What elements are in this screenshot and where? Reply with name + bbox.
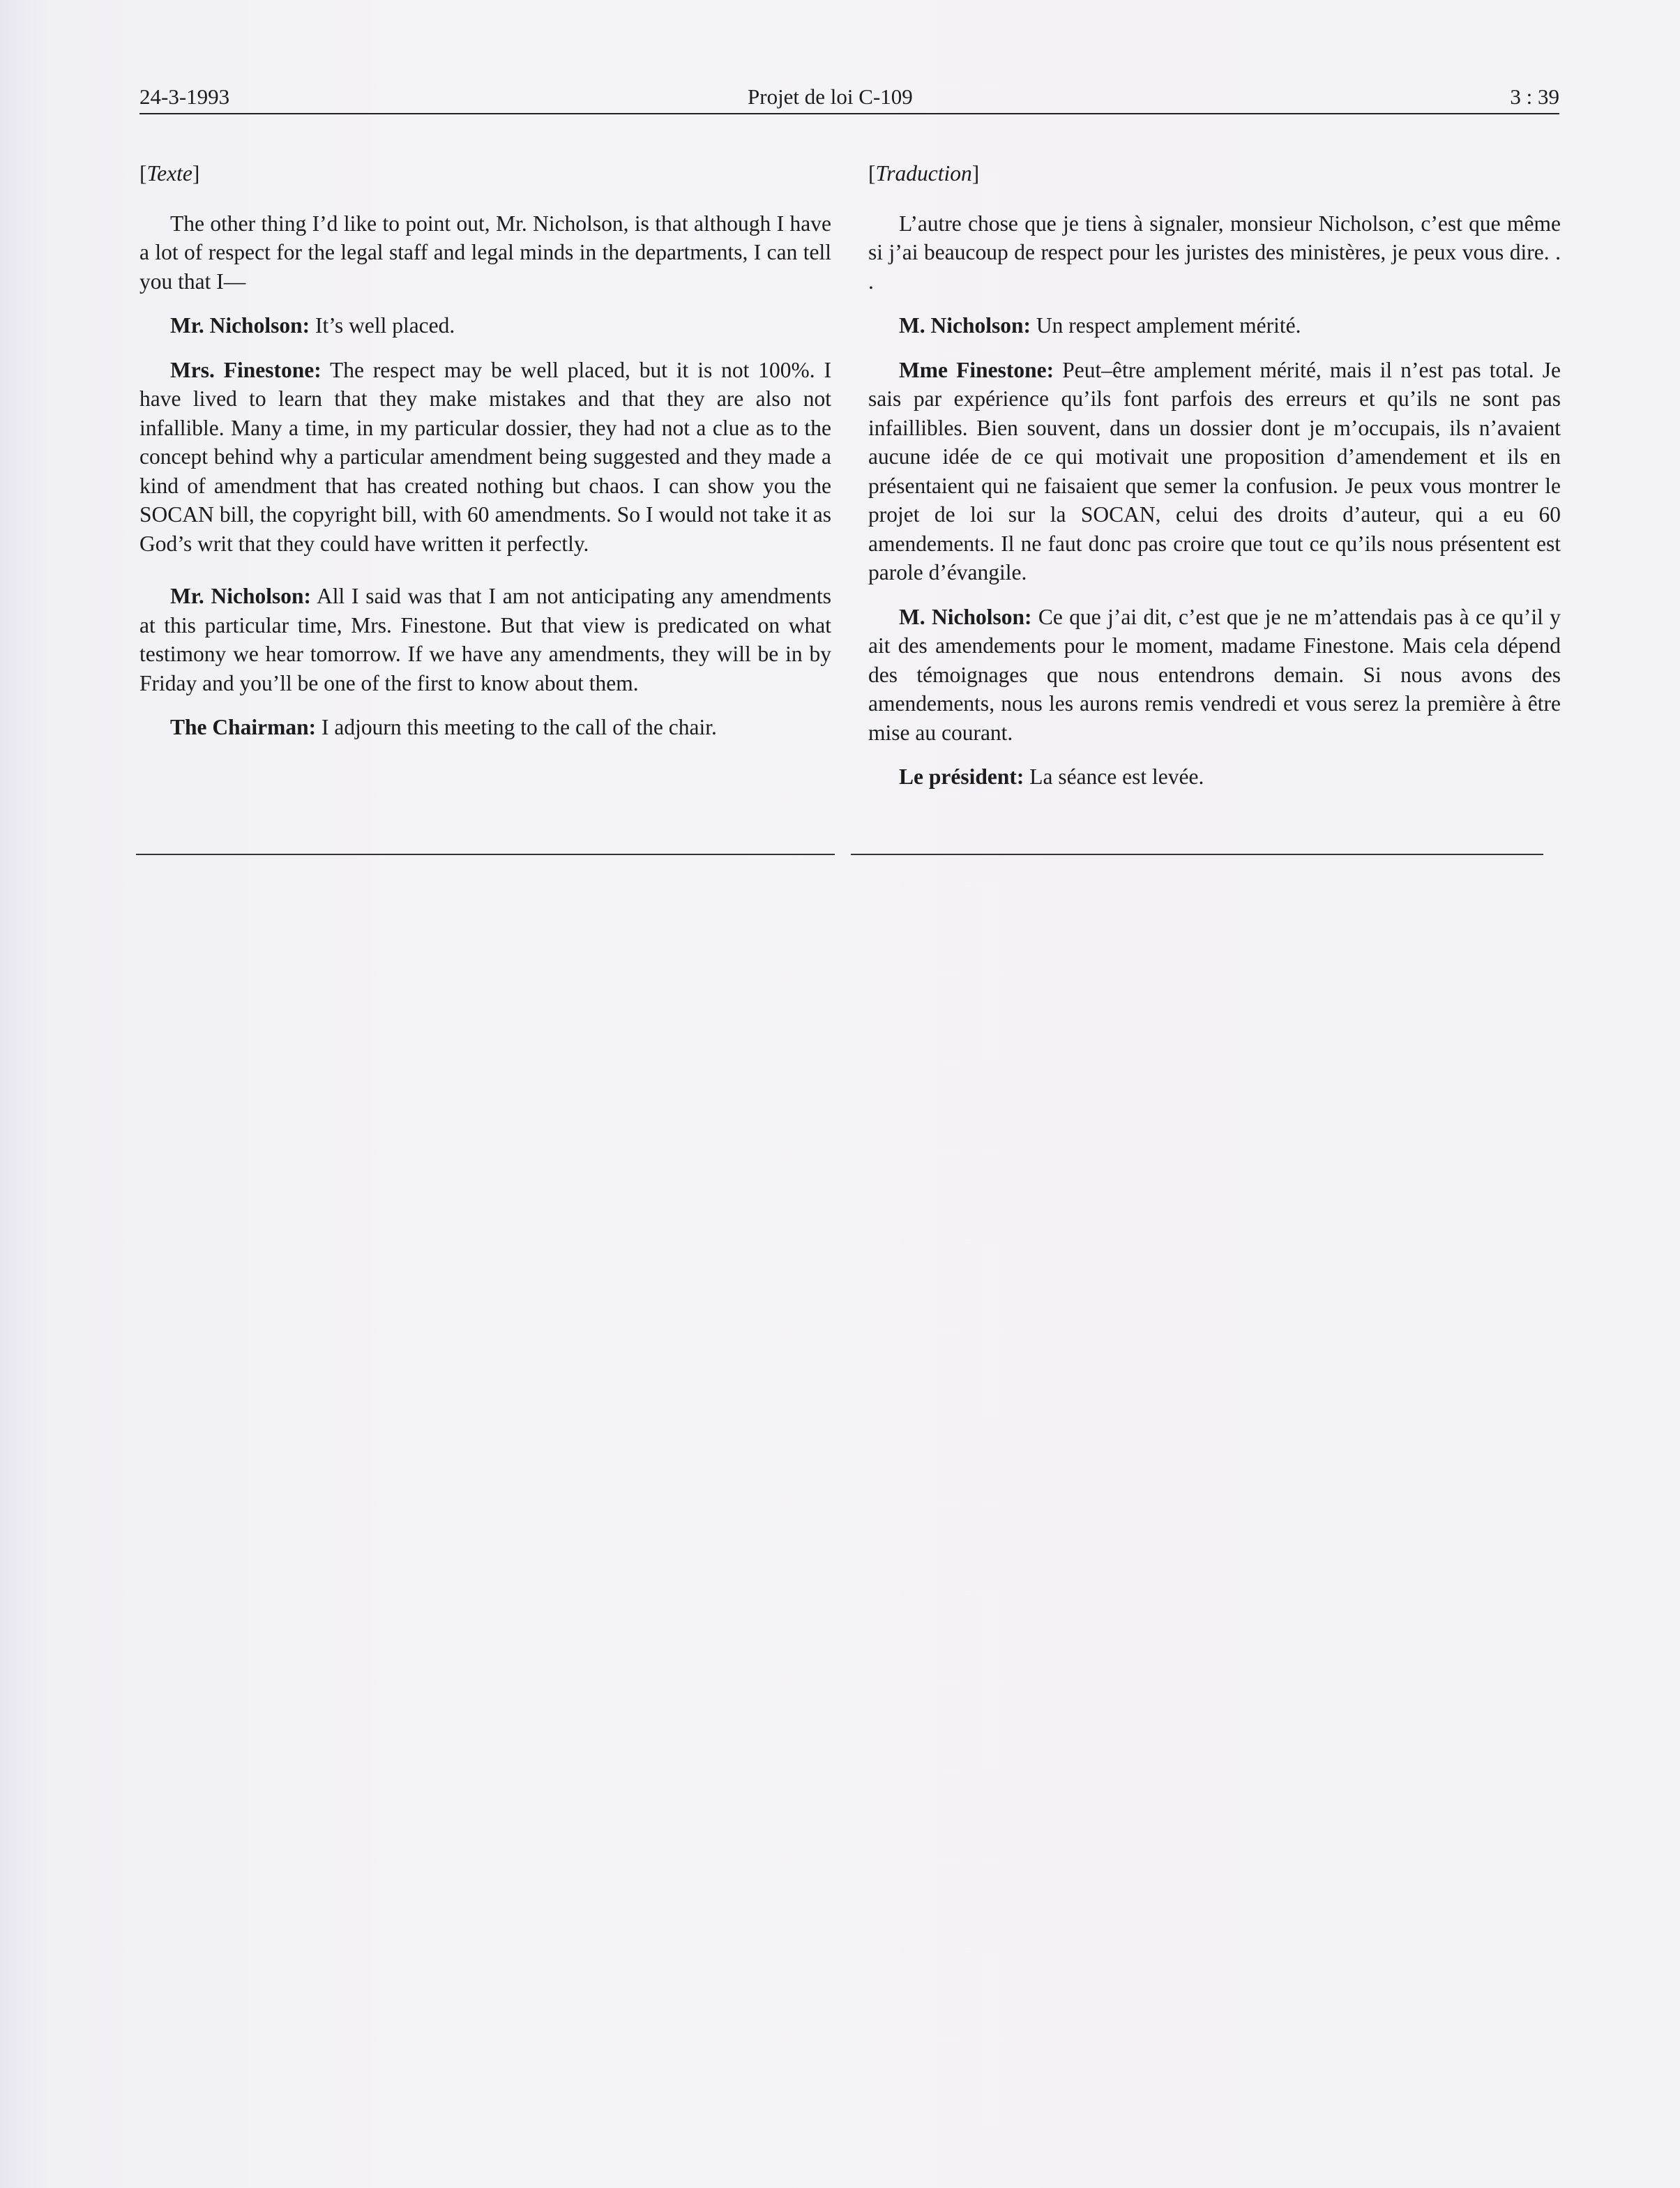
speech-text: It’s well placed. xyxy=(310,313,455,338)
speech-text: Peut–être amplement mérité, mais il n’est pas total. Je sais par expérience qu’ils font parfois des erreurs et qu’ils ne sont pas infaillibles. Bien souvent, dans un dossier dont je m’occupais, ils n’avaient aucune idée de ce qui motivait une proposition d’amendement et ils en présentaient qui ne faisaient que semer la confusion. Je peux vous montrer le projet de loi sur la SOCAN, celui des droits d’auteur, qui a eu 60 amendements. Il ne faut donc pas croire que tout ce qu’ils nous présentent est parole d’évangile. xyxy=(868,357,1561,584)
speaker-name: M. Nicholson: xyxy=(899,604,1032,629)
speaker-name: Mme Finestone: xyxy=(899,357,1054,382)
speaker-name: Mr. Nicholson: xyxy=(170,313,310,338)
english-paragraph-3 xyxy=(139,356,831,559)
header-date: 24-3-1993 xyxy=(139,84,230,109)
english-column xyxy=(139,159,831,757)
speaker-name: Le président: xyxy=(899,764,1024,789)
speaker-name: M. Nicholson: xyxy=(899,313,1031,338)
speech-text: The respect may be well placed, but it is not 100%. I have lived to learn that they make mistakes and that they are also not infallible. Many a time, in my particular dossier, they had not a clue as to the concept behind why a particular amendment being suggested and they made a kind of amendment that has created nothing but chaos. I can show you the SOCAN bill, the copyright bill, with 60 amendments. So I would not take it as God’s writ that they could have written it perfectly. xyxy=(139,357,831,556)
speech-text: Un respect amplement mérité. xyxy=(1031,313,1301,338)
french-end-rule xyxy=(851,854,1543,855)
french-paragraph-5 xyxy=(868,762,1561,792)
english-end-rule xyxy=(136,854,835,855)
speech-text: Ce que j’ai dit, c’est que je ne m’attendais pas à ce qu’il y ait des amendements pour le moment, madame Finestone. Mais cela dépend des témoignages que nous entendrons demain. Si nous avons des amendements, nous les aurons remis vendredi et vous serez la première à être mise au courant. xyxy=(868,604,1561,745)
speech-text: The other thing I’d like to point out, Mr. Nicholson, is that although I have a lot of respect for the legal staff and legal minds in the departments, I can tell you that I— xyxy=(139,211,831,294)
english-paragraph-2 xyxy=(139,311,831,340)
page-header xyxy=(139,78,1559,116)
header-title: Projet de loi C-109 xyxy=(748,84,913,109)
french-column-label: [Traduction] xyxy=(868,161,980,186)
english-column-label: [Texte] xyxy=(139,161,200,186)
english-paragraph-1 xyxy=(139,209,831,296)
french-paragraph-2 xyxy=(868,311,1561,340)
french-paragraph-3 xyxy=(868,356,1561,587)
speaker-name: The Chairman: xyxy=(170,715,317,739)
speaker-name: Mr. Nicholson: xyxy=(170,584,311,608)
english-paragraph-4 xyxy=(139,582,831,697)
speech-text: L’autre chose que je tiens à signaler, monsieur Nicholson, c’est que même si j’ai beaucoup de respect pour les juristes des ministères, je peux vous dire. . . xyxy=(868,211,1561,294)
speech-text: I adjourn this meeting to the call of the chair. xyxy=(316,715,717,739)
french-paragraph-1 xyxy=(868,209,1561,296)
header-page-number: 3 : 39 xyxy=(1510,84,1559,109)
french-paragraph-4 xyxy=(868,603,1561,748)
speaker-name: Mrs. Finestone: xyxy=(170,357,321,382)
speech-text: La séance est levée. xyxy=(1024,764,1204,789)
speech-text: All I said was that I am not anticipating any amendments at this particular time, Mrs. Finestone. But that view is predicated on what testimony we hear tomorrow. If we have any amendments, they will be in by Friday and you’ll be one of the first to know about them. xyxy=(139,584,831,695)
french-column xyxy=(868,159,1561,807)
header-rule xyxy=(139,113,1559,114)
english-paragraph-5 xyxy=(139,713,831,742)
